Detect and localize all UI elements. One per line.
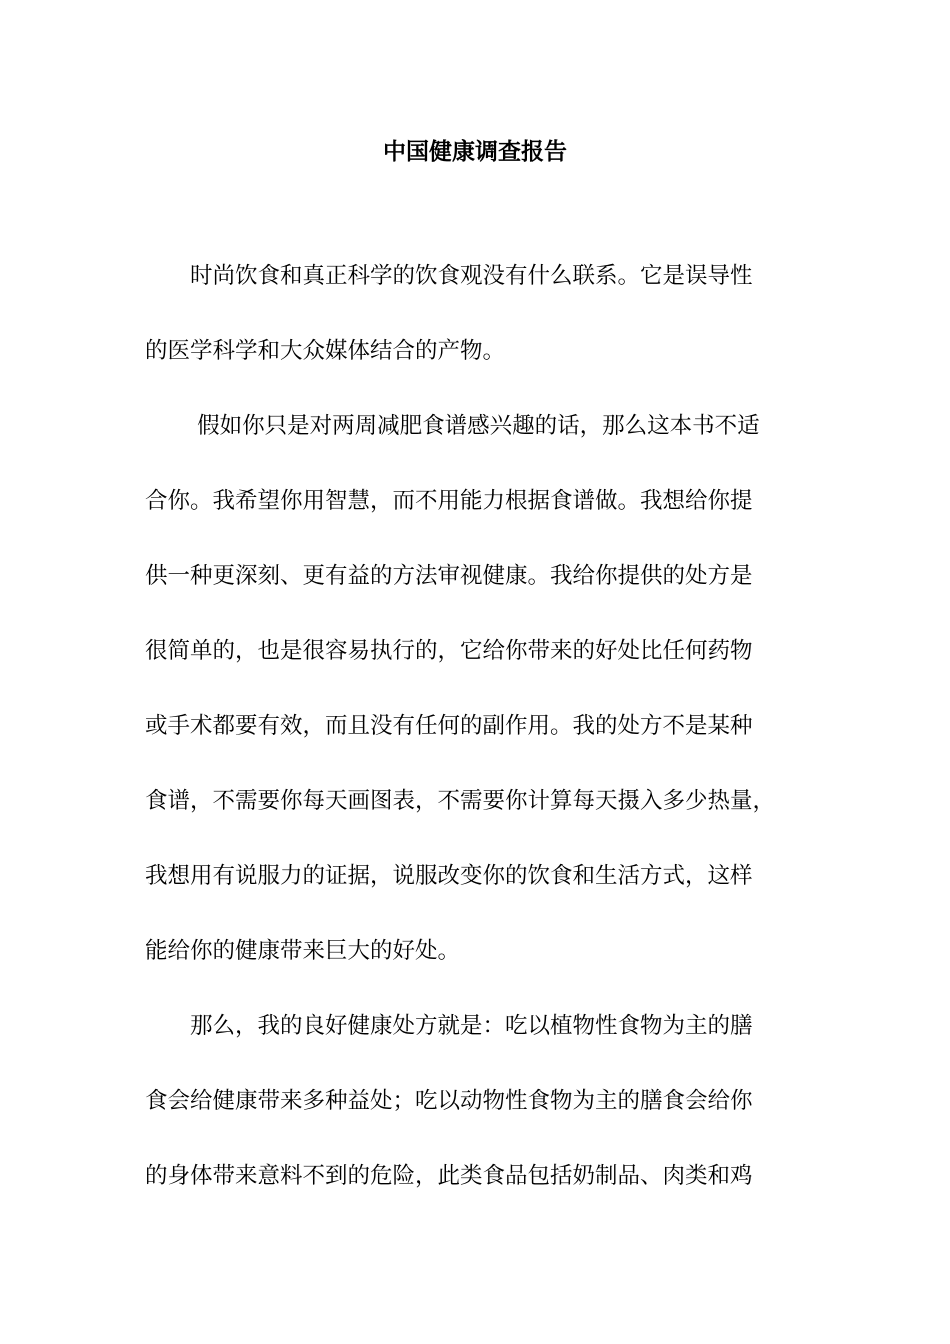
paragraph-line: 的身体带来意料不到的危险，此类食品包括奶制品、肉类和鸡	[145, 1163, 753, 1189]
paragraph-line: 供一种更深刻、更有益的方法审视健康。我给你提供的处方是	[145, 563, 753, 589]
paragraph-line: 我想用有说服力的证据，说服改变你的饮食和生活方式，这样	[145, 863, 753, 889]
paragraph-line: 很简单的，也是很容易执行的，它给你带来的好处比任何药物	[145, 638, 753, 664]
paragraph-line: 食谱，不需要你每天画图表，不需要你计算每天摄入多少热量，	[145, 788, 776, 814]
paragraph-line: 或手术都要有效，而且没有任何的副作用。我的处方不是某种	[145, 713, 753, 739]
paragraph-line: 假如你只是对两周减肥食谱感兴趣的话，那么这本书不适	[145, 413, 760, 439]
document-title: 中国健康调查报告	[383, 139, 567, 165]
paragraph-line: 的医学科学和大众媒体结合的产物。	[145, 338, 506, 364]
paragraph-line: 时尚饮食和真正科学的饮食观没有什么联系。它是误导性	[145, 263, 753, 289]
paragraph-line: 能给你的健康带来巨大的好处。	[145, 938, 461, 964]
paragraph-line: 合你。我希望你用智慧，而不用能力根据食谱做。我想给你提	[145, 488, 753, 514]
paragraph-line: 食会给健康带来多种益处；吃以动物性食物为主的膳食会给你	[145, 1088, 753, 1114]
paragraph-line: 那么，我的良好健康处方就是：吃以植物性食物为主的膳	[145, 1013, 753, 1039]
